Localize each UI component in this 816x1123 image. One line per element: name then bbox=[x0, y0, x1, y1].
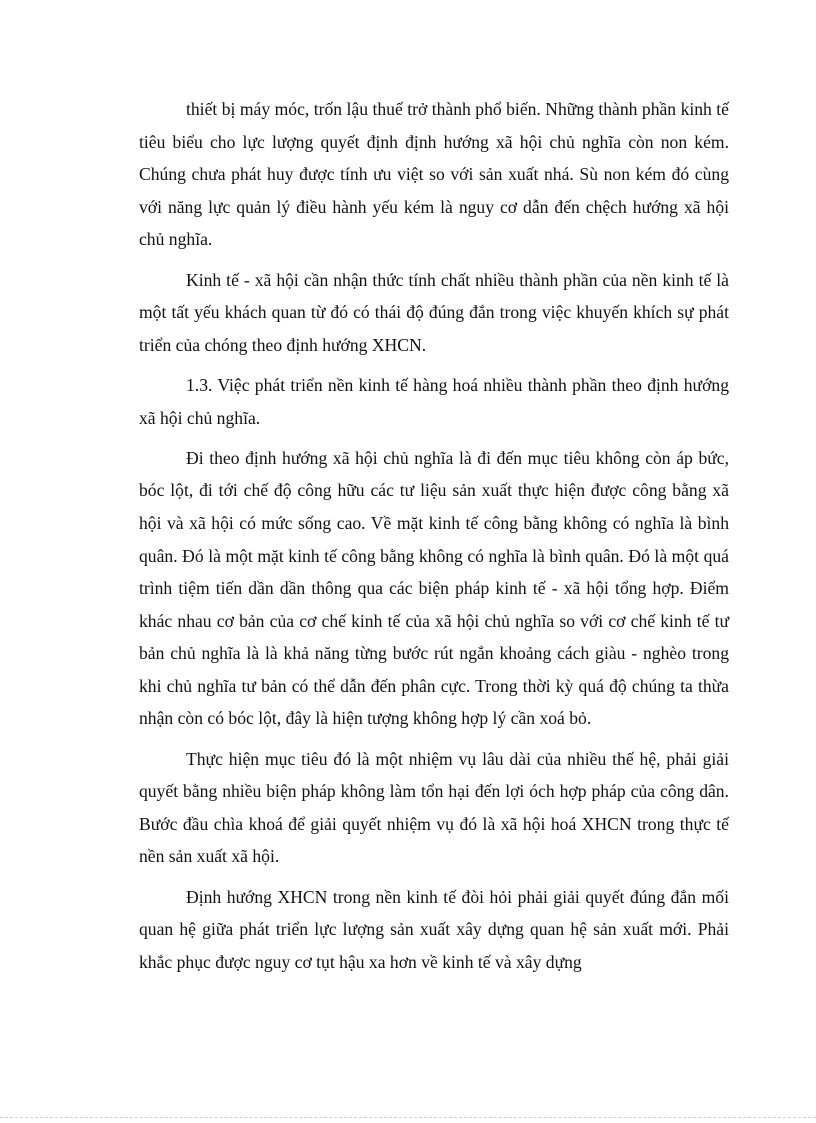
body-text bbox=[139, 93, 729, 986]
paragraph-di-theo-dinh-huong: Đi theo định hướng xã hội chủ nghĩa là đi đến mục tiêu không còn áp bức, bóc lột, đi tới chế độ công hữu các tư liệu sản xuất thực hiện được công bằng xã hội và xã hội có mức sống cao. Về mặt kinh tế công bằng không có nghĩa là bình quân. Đó là một mặt kinh tế công bằng không có nghĩa là bình quân. Đó là một quá trình tiệm tiến dần dần thông qua các biện pháp kinh tế - xã hội tổng hợp. Điểm khác nhau cơ bản của cơ chế kinh tế của xã hội chủ nghĩa so với cơ chế kinh tế tư bản chủ nghĩa là là khả năng từng bước rút ngắn khoảng cách giàu - nghèo trong khi chủ nghĩa tư bản có thể dẫn đến phân cực. Trong thời kỳ quá độ chúng ta thừa nhận còn có bóc lột, đây là hiện tượng không hợp lý cần xoá bỏ. bbox=[139, 447, 729, 729]
paragraph-dinh-huong-xhcn: Định hướng XHCN trong nền kinh tế đòi hỏi phải giải quyết đúng đắn mối quan hệ giữa phát triển lực lượng sản xuất xây dựng quan hệ sản xuất mới. Phải khắc phục được nguy cơ tụt hậu xa hơn về kinh tế và xây dựng bbox=[139, 886, 729, 972]
paragraph-thuc-hien-muc-tieu: Thực hiện mục tiêu đó là một nhiệm vụ lâu dài của nhiều thế hệ, phải giải quyết bằng nhiều biện pháp không làm tổn hại đến lợi óch hợp pháp của công dân. Bước đầu chìa khoá để giải quyết nhiệm vụ đó là xã hội hoá XHCN trong thực tế nền sản xuất xã hội. bbox=[139, 748, 729, 867]
paragraph-kinh-te-xa-hoi: Kinh tế - xã hội cần nhận thức tính chất nhiều thành phần của nền kinh tế là một tất yếu khách quan từ đó có thái độ đúng đắn trong việc khuyến khích sự phát triển của chóng theo định hướng XHCN. bbox=[139, 269, 729, 355]
section-heading-1-3: 1.3. Việc phát triển nền kinh tế hàng hoá nhiều thành phần theo định hướng xã hội chủ nghĩa. bbox=[139, 374, 729, 428]
page-bottom-divider bbox=[0, 1117, 816, 1118]
paragraph-continuation: thiết bị máy móc, trốn lậu thuế trở thành phổ biến. Những thành phần kinh tế tiêu biểu cho lực lượng quyết định định hướng xã hội chủ nghĩa còn non kém. Chúng chưa phát huy được tính ưu việt so với sản xuất nhá. Sù non kém đó cùng với năng lực quản lý điều hành yếu kém là nguy cơ dẫn đến chệch hướng xã hội chủ nghĩa. bbox=[139, 99, 729, 250]
